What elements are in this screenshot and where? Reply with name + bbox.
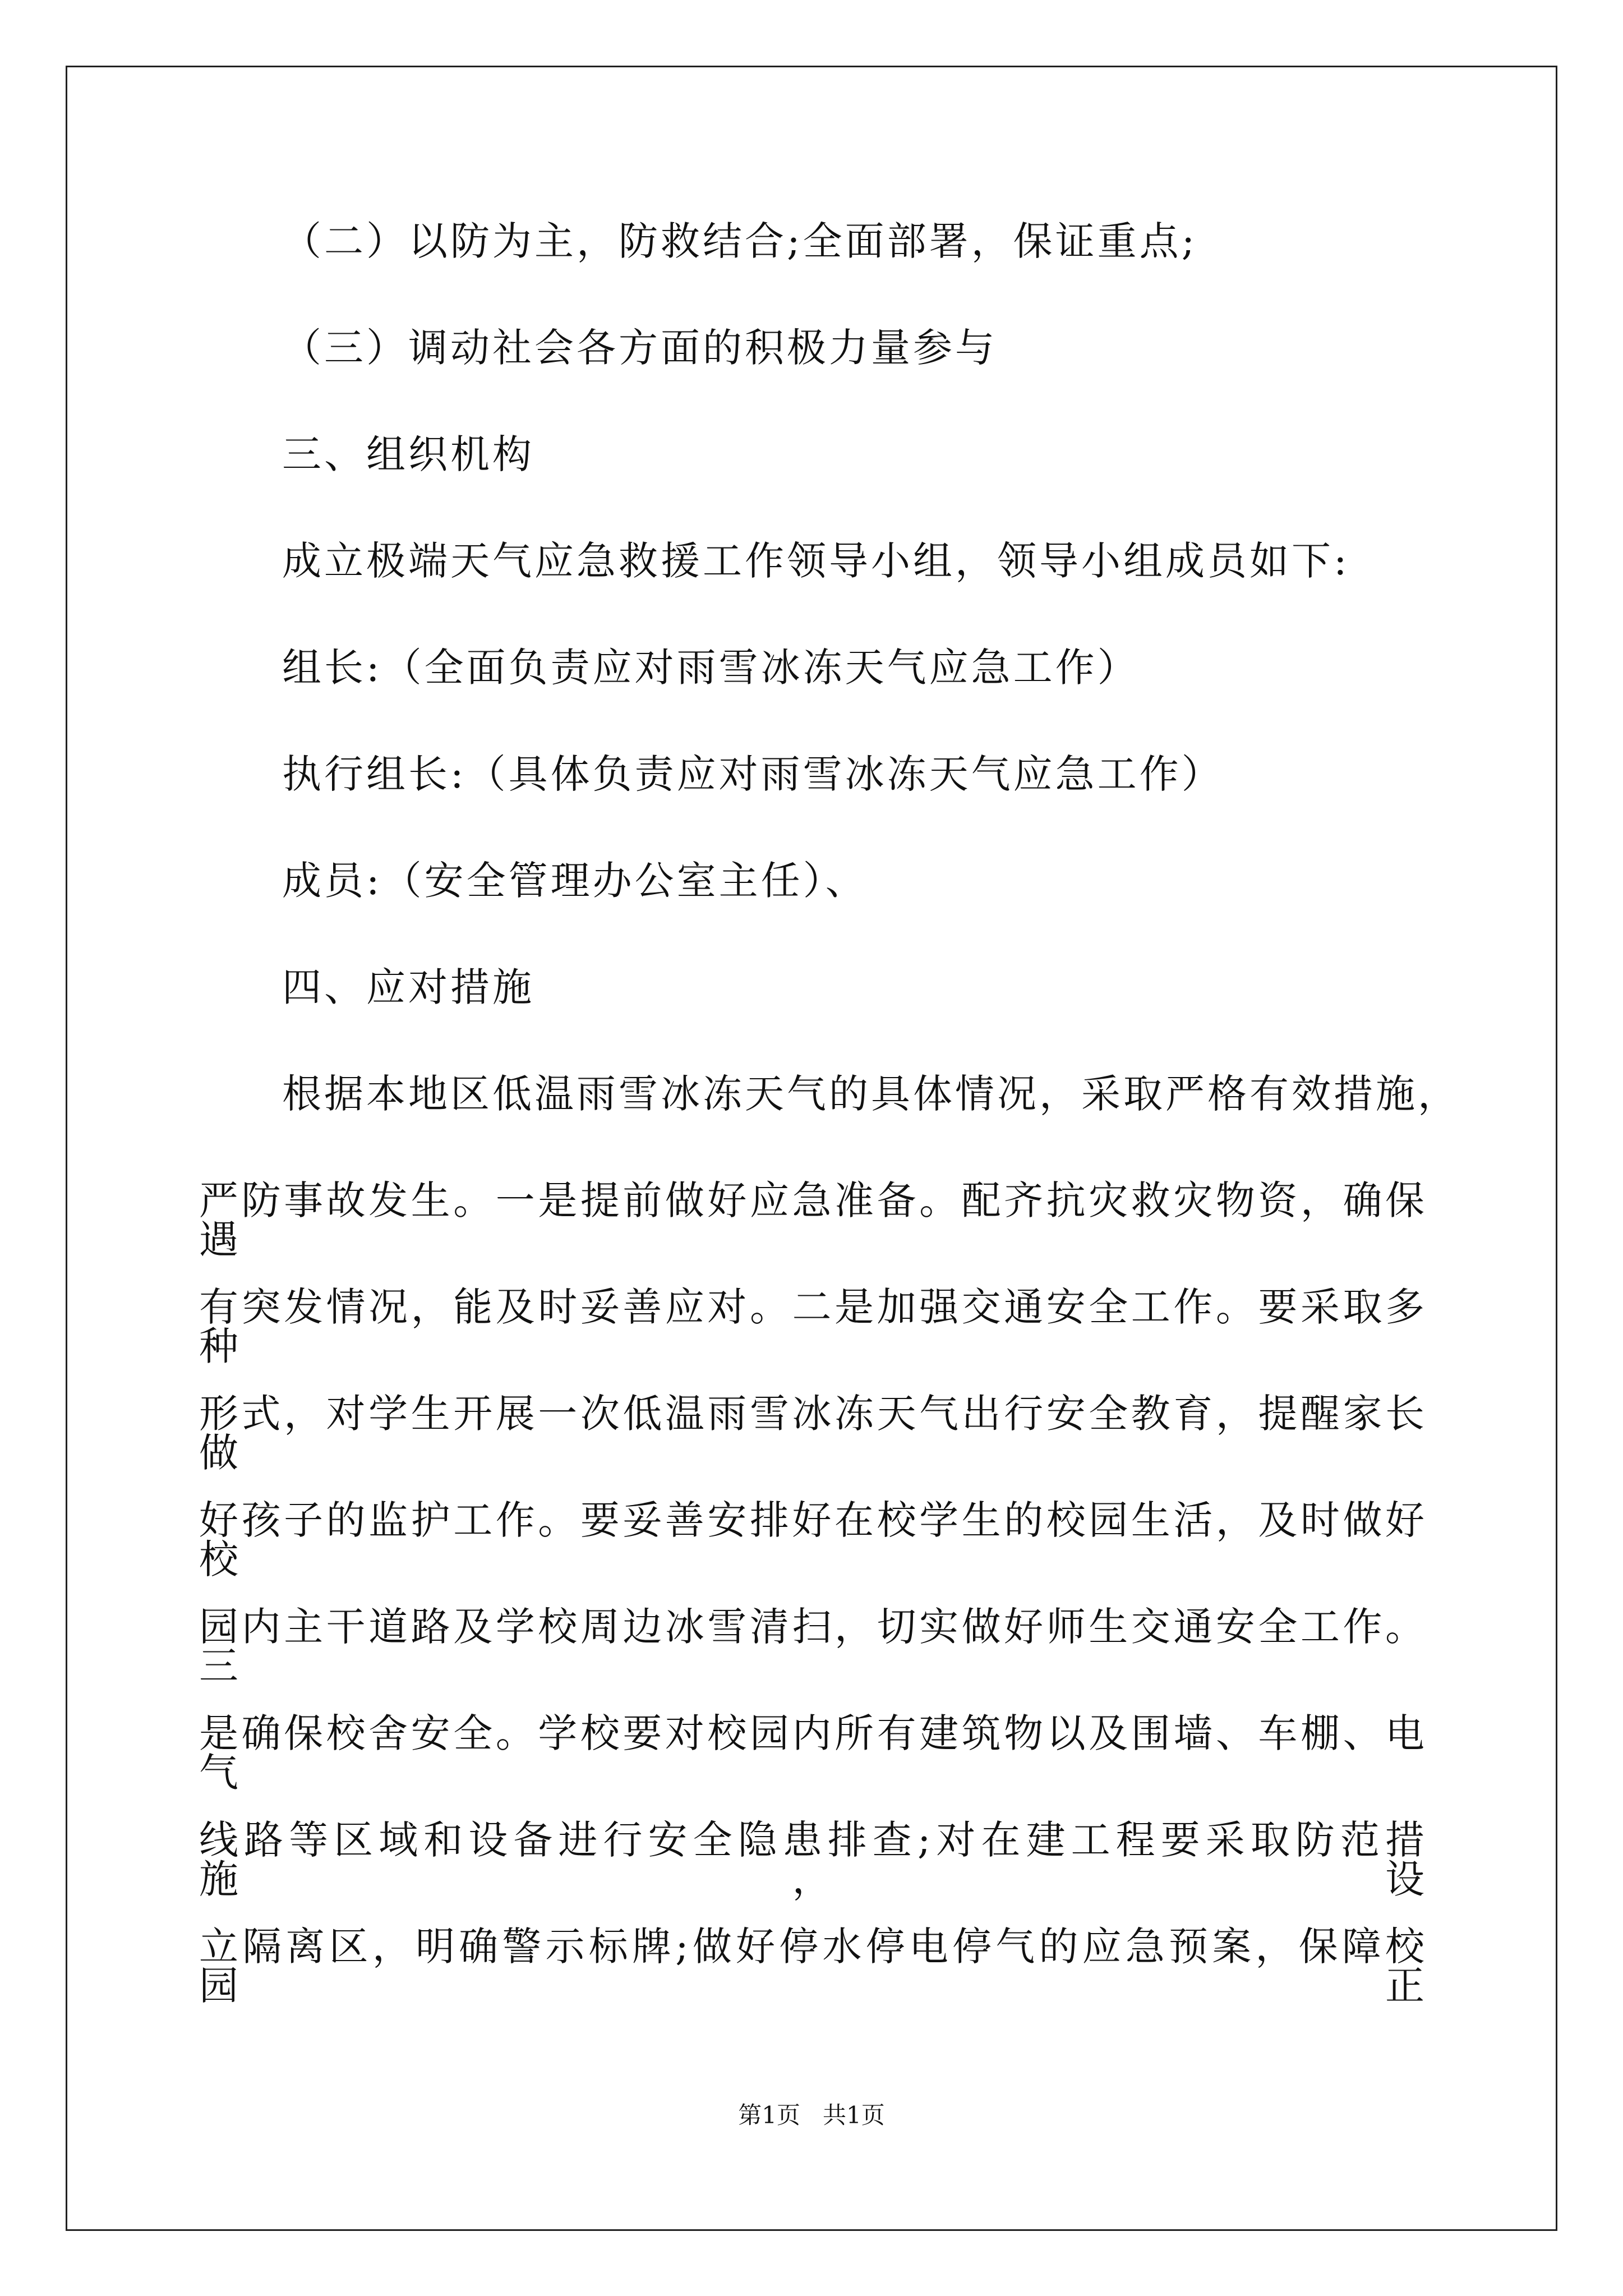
paragraph-line: 立隔离区，明确警示标牌;做好停水停电停气的应急预案，保障校园正 <box>199 1924 1427 2009</box>
page-footer: 第1页 共1页 <box>738 2101 885 2129</box>
page-border <box>66 66 1557 2231</box>
text-line: 执行组长:（具体负责应对雨雪冰冻天气应急工作） <box>282 751 1224 797</box>
section-heading: 四、应对措施 <box>282 964 534 1010</box>
paragraph-line: 严防事故发生。一是提前做好应急准备。配齐抗灾救灾物资，确保遇 <box>199 1177 1427 1263</box>
text-line: 成立极端天气应急救援工作领导小组，领导小组成员如下: <box>282 538 1350 584</box>
paragraph-line: 线路等区域和设备进行安全隐患排查;对在建工程要采取防范措施，设 <box>199 1817 1427 1902</box>
text-line: （三）调动社会各方面的积极力量参与 <box>282 325 997 371</box>
text-line: （二）以防为主，防救结合;全面部署，保证重点; <box>282 218 1198 264</box>
text-line: 组长:（全面负责应对雨雪冰冻天气应急工作） <box>282 645 1140 691</box>
text-line: 成员:（安全管理办公室主任）、 <box>282 858 868 904</box>
section-heading: 三、组织机构 <box>282 431 534 477</box>
paragraph-line: 根据本地区低温雨雪冰冻天气的具体情况，采取严格有效措施， <box>282 1071 1460 1117</box>
paragraph-line: 园内主干道路及学校周边冰雪清扫，切实做好师生交通安全工作。三 <box>199 1604 1427 1689</box>
paragraph-line: 形式，对学生开展一次低温雨雪冰冻天气出行安全教育，提醒家长做 <box>199 1391 1427 1476</box>
paragraph-line: 好孩子的监护工作。要妥善安排好在校学生的校园生活，及时做好校 <box>199 1497 1427 1582</box>
paragraph-line: 是确保校舍安全。学校要对校园内所有建筑物以及围墙、车棚、电气 <box>199 1710 1427 1796</box>
paragraph-line: 有突发情况，能及时妥善应对。二是加强交通安全工作。要采取多种 <box>199 1284 1427 1369</box>
